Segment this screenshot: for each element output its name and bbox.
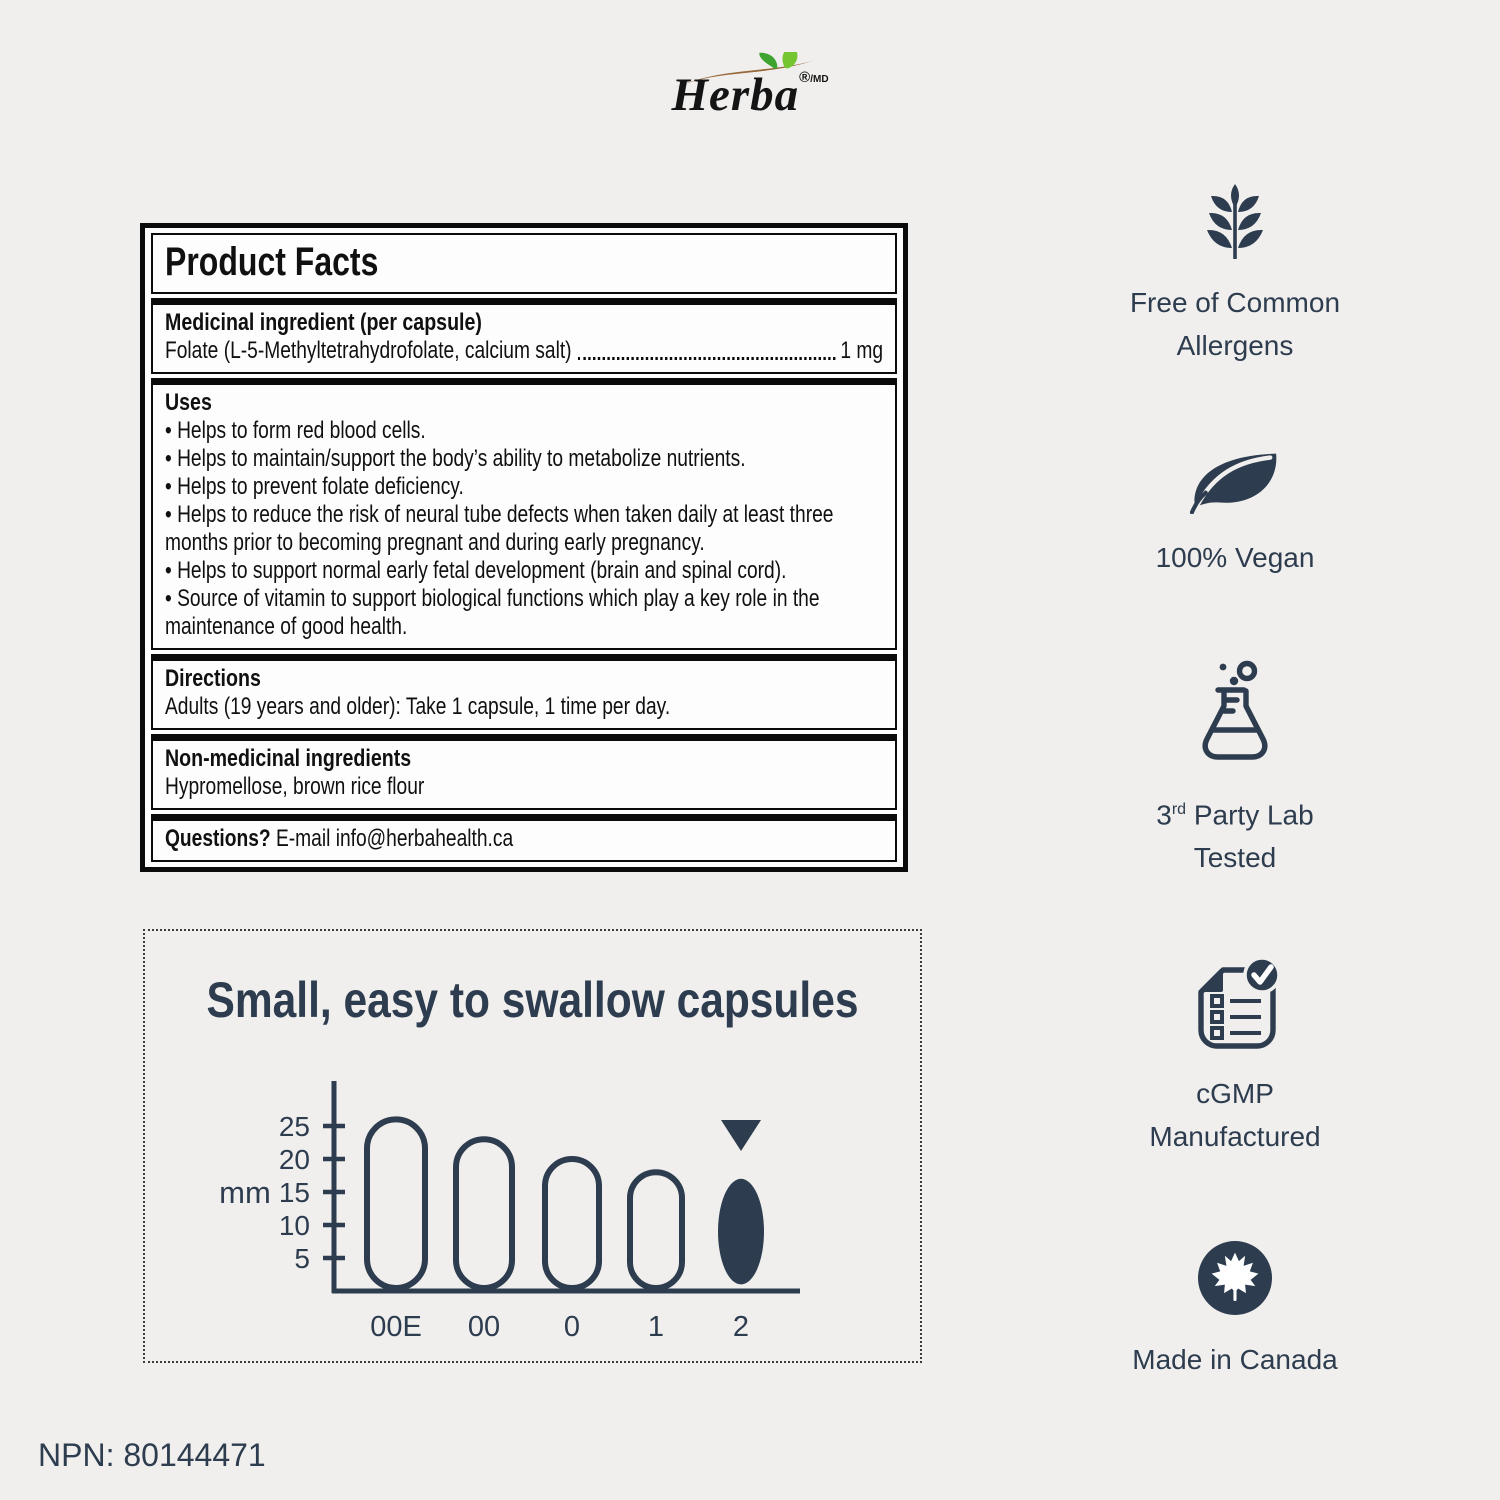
maple-leaf-icon bbox=[1197, 1240, 1273, 1316]
facts-title-section bbox=[151, 233, 897, 294]
directions-heading: Directions bbox=[165, 665, 261, 692]
medicinal-heading: Medicinal ingredient (per capsule) bbox=[165, 309, 482, 336]
capsule-size-chart bbox=[145, 931, 924, 1365]
uses-item: • Helps to support normal early fetal development (brain and spinal cord). bbox=[165, 557, 883, 585]
badge-lab-tested bbox=[1060, 658, 1410, 879]
ingredient-amount: 1 mg bbox=[840, 337, 883, 364]
svg-text:00E: 00E bbox=[370, 1311, 422, 1343]
svg-text:0: 0 bbox=[563, 1311, 581, 1343]
svg-text:00: 00 bbox=[467, 1311, 501, 1343]
brand-logo bbox=[640, 50, 860, 130]
brand-trademark: ®/MD bbox=[799, 69, 829, 86]
nonmedicinal-text: Hypromellose, brown rice flour bbox=[165, 773, 425, 800]
svg-text:1: 1 bbox=[647, 1311, 665, 1343]
svg-text:20: 20 bbox=[278, 1144, 310, 1175]
badge-label: Free of Common Allergens bbox=[1129, 287, 1341, 361]
capsule-size-panel bbox=[143, 929, 922, 1363]
uses-item: • Source of vitamin to support biological functions which play a key role in the maintenance of good health. bbox=[165, 585, 883, 641]
medicinal-ingredient-row bbox=[165, 337, 883, 365]
uses-item: • Helps to form red blood cells. bbox=[165, 417, 883, 445]
svg-text:mm: mm bbox=[219, 1175, 271, 1210]
badge-cgmp bbox=[1060, 956, 1410, 1158]
checklist-icon bbox=[1187, 956, 1283, 1050]
badge-label: 3rd Party Lab Tested bbox=[1156, 799, 1314, 874]
svg-text:25: 25 bbox=[278, 1111, 310, 1142]
flask-icon bbox=[1193, 658, 1277, 766]
facts-uses-section bbox=[151, 378, 897, 650]
svg-text:10: 10 bbox=[278, 1210, 310, 1241]
facts-title: Product Facts bbox=[165, 240, 379, 284]
facts-directions-section bbox=[151, 654, 897, 730]
uses-list bbox=[165, 417, 883, 641]
wheat-icon bbox=[1203, 183, 1267, 259]
svg-text:5: 5 bbox=[294, 1243, 310, 1274]
svg-text:2: 2 bbox=[732, 1311, 750, 1343]
uses-item: • Helps to maintain/support the body’s ability to metabolize nutrients. bbox=[165, 445, 883, 473]
leaf-icon bbox=[1190, 448, 1280, 514]
uses-item: • Helps to prevent folate deficiency. bbox=[165, 473, 883, 501]
facts-medicinal-section bbox=[151, 298, 897, 374]
product-facts-panel bbox=[140, 223, 908, 872]
uses-item: • Helps to reduce the risk of neural tube defects when taken daily at least three months prior to becoming pregnant and during early pregnancy. bbox=[165, 501, 883, 557]
facts-nonmedicinal-section bbox=[151, 734, 897, 810]
ingredient-name: Folate (L-5-Methyltetrahydrofolate, calcium salt) bbox=[165, 337, 572, 364]
npn-number: NPN: 80144471 bbox=[38, 1437, 266, 1473]
capsule-chart-title: Small, easy to swallow capsules bbox=[206, 972, 859, 1028]
badge-vegan bbox=[1060, 448, 1410, 579]
svg-text:15: 15 bbox=[278, 1177, 310, 1208]
questions-heading: Questions? bbox=[165, 825, 271, 852]
uses-heading: Uses bbox=[165, 389, 212, 416]
directions-text: Adults (19 years and older): Take 1 capsule, 1 time per day. bbox=[165, 693, 671, 720]
badge-label: cGMP Manufactured bbox=[1149, 1078, 1321, 1152]
badge-label: Made in Canada bbox=[1132, 1344, 1338, 1375]
nonmedicinal-heading: Non-medicinal ingredients bbox=[165, 745, 412, 772]
badge-free-of-allergens bbox=[1060, 183, 1410, 367]
questions-row bbox=[165, 825, 883, 853]
questions-text: E-mail info@herbahealth.ca bbox=[275, 825, 514, 852]
facts-questions-section bbox=[151, 814, 897, 862]
brand-name: Herba$^{®/MD}$ bbox=[671, 69, 829, 121]
dotted-leader bbox=[578, 357, 836, 360]
badge-made-in-canada bbox=[1060, 1240, 1410, 1381]
badge-label: 100% Vegan bbox=[1155, 542, 1315, 573]
